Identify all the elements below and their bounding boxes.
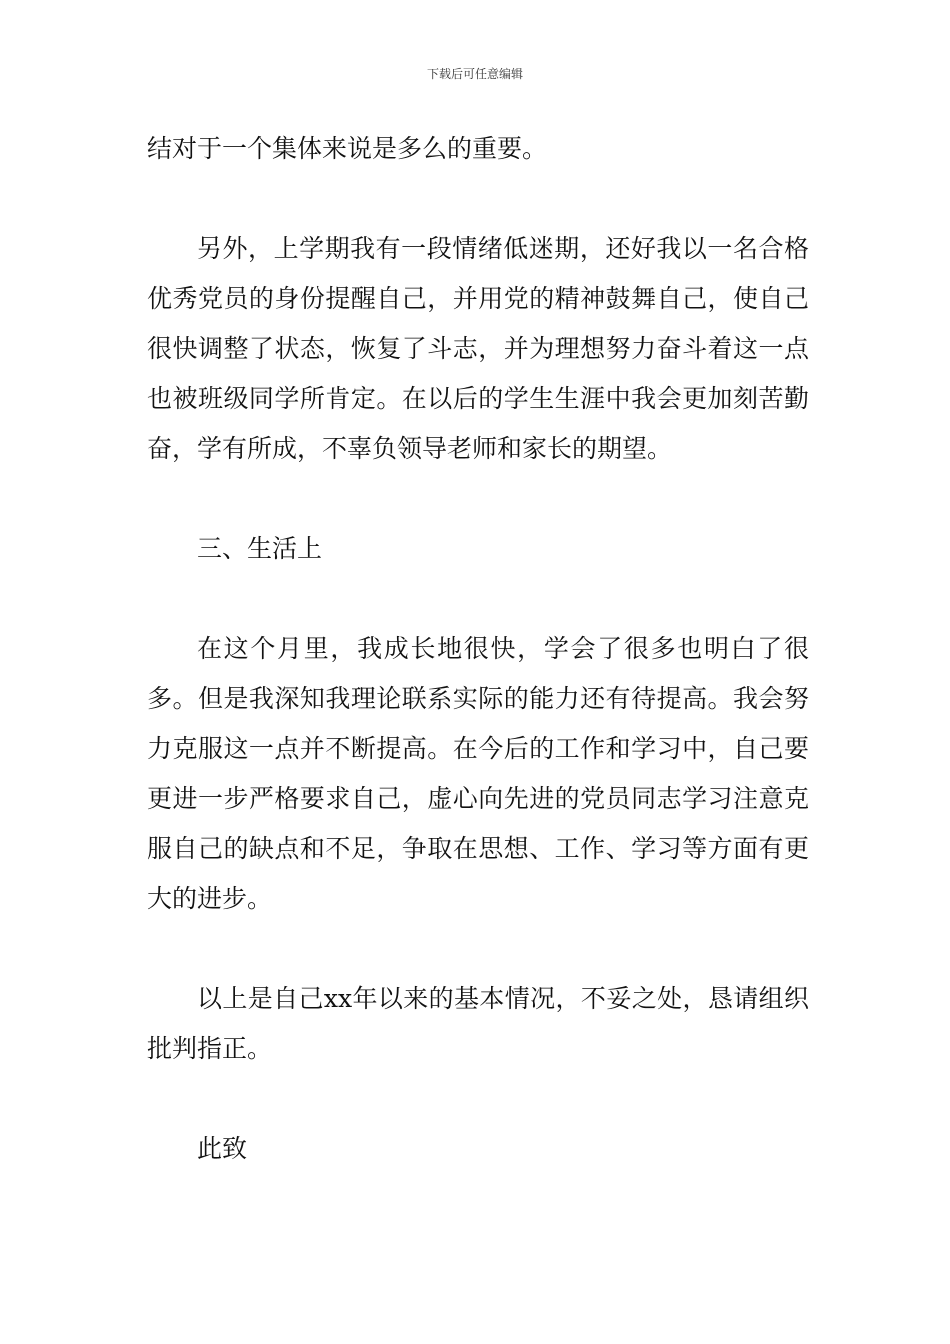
- paragraph-growth: 在这个月里，我成长地很快，学会了很多也明白了很多。但是我深知我理论联系实际的能力还有待提高。我会努力克服这一点并不断提高。在今后的工作和学习中，自己要更进一步严格要求自己，虚心向先进的党员同志学习注意克服自己的缺点和不足，争取在思想、工作、学习等方面有更大的进步。: [147, 634, 809, 913]
- paragraph-summary: 以上是自己xx年以来的基本情况，不妥之处，恳请组织批判指正。: [147, 984, 809, 1063]
- section-heading-life: 三、生活上: [197, 534, 323, 563]
- closing-salutation: 此致: [197, 1134, 248, 1163]
- paragraph-mood: 另外，上学期我有一段情绪低迷期，还好我以一名合格优秀党员的身份提醒自己，并用党的精神鼓舞自己，使自己很快调整了状态，恢复了斗志，并为理想努力奋斗着这一点也被班级同学所肯定。在以后的学生生涯中我会更加刻苦勤奋，学有所成，不辜负领导老师和家长的期望。: [147, 234, 809, 463]
- page-header-note: 下载后可任意编辑: [426, 67, 523, 81]
- paragraph-continuation: 结对于一个集体来说是多么的重要。: [147, 134, 548, 163]
- document-body: [147, 124, 809, 1174]
